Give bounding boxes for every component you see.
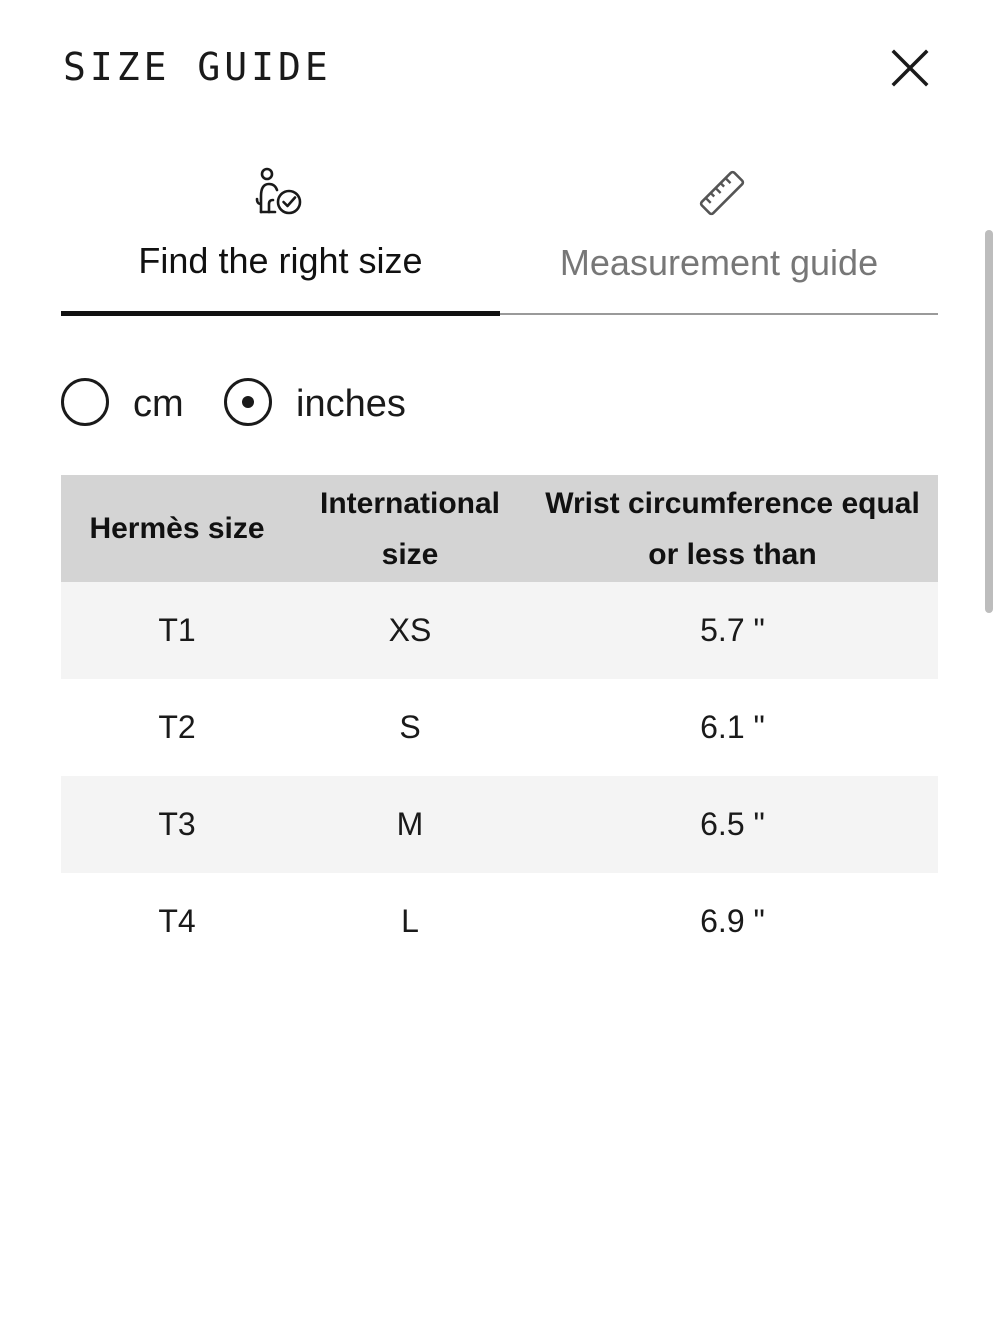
table-row: [61, 582, 938, 679]
header-hermes-size: Hermès size: [61, 475, 293, 582]
radio-cm[interactable]: [61, 378, 109, 426]
unit-option-inches[interactable]: [224, 376, 424, 432]
person-check-icon: [255, 166, 309, 220]
radio-selected-dot: [242, 396, 254, 408]
cell-wrist-circumference: 6.1 ": [527, 679, 938, 776]
table-row: [61, 679, 938, 776]
scrollbar[interactable]: [985, 230, 993, 613]
cell-international-size: M: [293, 776, 527, 873]
tab-divider: [500, 313, 938, 315]
tab-find-the-right-size[interactable]: [61, 160, 500, 316]
cell-international-size: L: [293, 873, 527, 970]
tab-measurement-guide[interactable]: [500, 160, 938, 316]
table-row: [61, 873, 938, 970]
table-header-row: [61, 475, 938, 582]
ruler-icon: [695, 166, 749, 220]
cell-wrist-circumference: 6.5 ": [527, 776, 938, 873]
unit-option-cm[interactable]: [61, 376, 191, 432]
cell-hermes-size: T4: [61, 873, 293, 970]
cell-hermes-size: T3: [61, 776, 293, 873]
radio-inches[interactable]: [224, 378, 272, 426]
close-icon: [884, 42, 936, 94]
cell-wrist-circumference: 5.7 ": [527, 582, 938, 679]
table-row: [61, 776, 938, 873]
close-button[interactable]: [884, 42, 936, 94]
cell-hermes-size: T1: [61, 582, 293, 679]
cell-international-size: XS: [293, 582, 527, 679]
unit-label-inches: inches: [296, 383, 406, 425]
active-tab-indicator: [61, 311, 500, 316]
page-title: SIZE GUIDE: [63, 45, 332, 89]
cell-international-size: S: [293, 679, 527, 776]
header-international-size: International size: [293, 475, 527, 582]
cell-hermes-size: T2: [61, 679, 293, 776]
header-wrist-circumference: Wrist circumference equal or less than: [527, 475, 938, 582]
tab-label: Find the right size: [138, 240, 423, 281]
tab-bar: [61, 160, 938, 316]
tab-label: Measurement guide: [559, 242, 879, 283]
unit-label-cm: cm: [133, 383, 184, 425]
cell-wrist-circumference: 6.9 ": [527, 873, 938, 970]
size-table: [61, 475, 938, 970]
